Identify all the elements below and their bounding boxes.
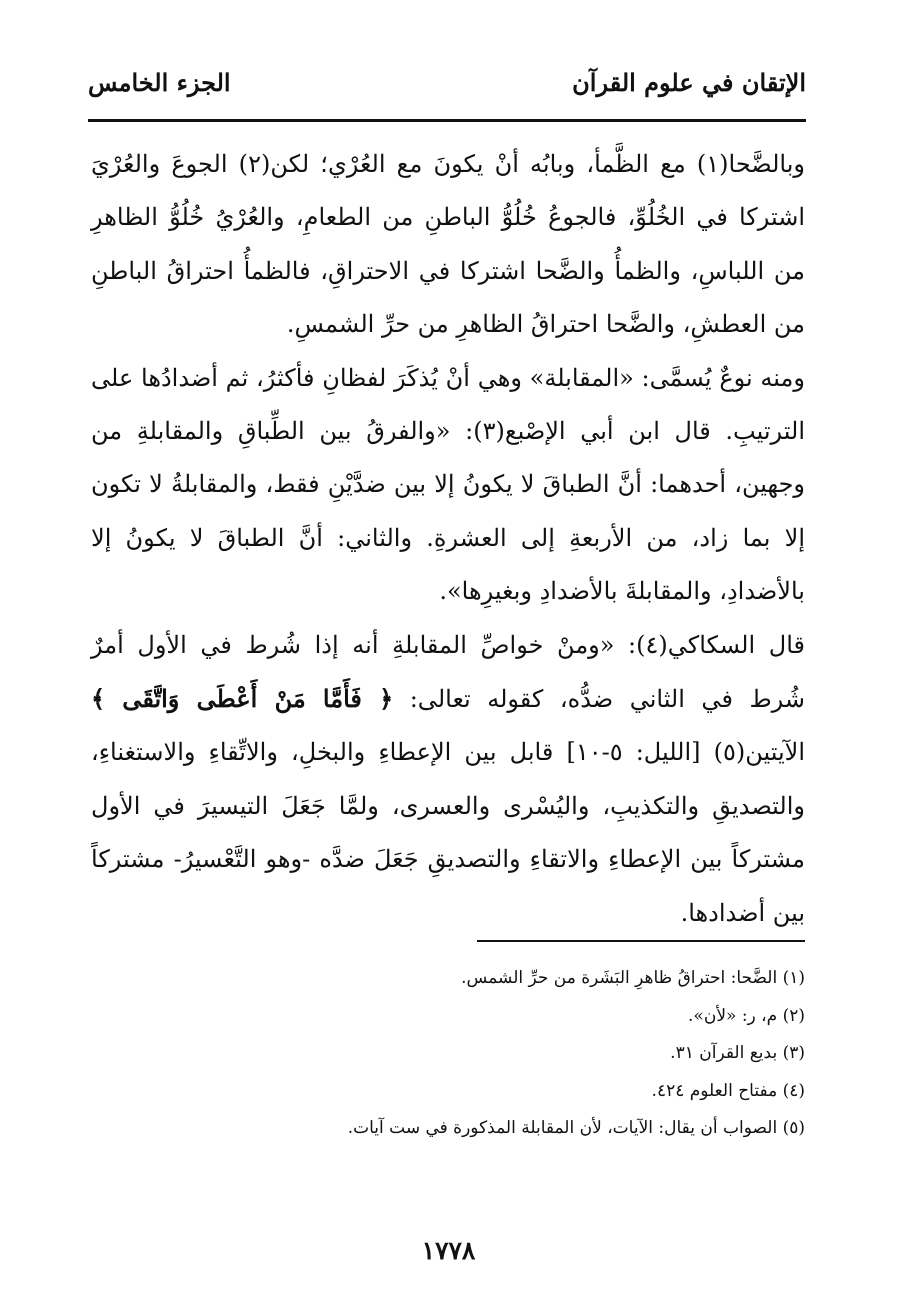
text-line: اشتركا في الخُلُوِّ، فالجوعُ خُلُوُّ الباطنِ من الطعامِ، والعُرْيُ خُلُوُّ الظاهرِ من (91, 203, 805, 285)
paragraph (91, 138, 805, 352)
part-title: الجزء الخامس (88, 68, 231, 97)
text-line: قال السكاكي(٤): «ومنْ خواصِّ المقابلةِ أنه إذا شُرط في الأول أمرٌ شُرط (91, 630, 805, 714)
text-line: العطشِ، والضَّحا احتراقُ الظاهرِ من حرِّ الشمسِ. (286, 310, 767, 339)
header-rule (88, 119, 806, 122)
footnote-4: (٤) مفتاح العلوم ٤٢٤. (651, 1080, 805, 1101)
main-text (91, 138, 805, 940)
footnote-5: (٥) الصواب أن يقال: الآيات، لأن المقابلة المذكورة في ست آيات. (347, 1118, 805, 1138)
paragraph (91, 619, 805, 940)
quran-verse: ﴿ فَأَمَّا مَنْ أَعْطَى وَاتَّقَى ﴾ (91, 684, 394, 714)
page-number: ١٧٧٨ (421, 1236, 476, 1265)
text-line: على الترتيبِ. قال ابن أبي الإصْبع(٣): «والفرقُ بين الطِّباقِ والمقابلةِ من (91, 363, 806, 446)
text-line: ومنه نوعٌ يُسمَّى: «المقابلة» وهي أنْ يُذكَرَ لفظانِ فأكثرُ، ثم أضدادُها (141, 363, 805, 392)
footnote-2: (٢) م، ر: «لأن». (688, 1005, 805, 1026)
text-line: تكون إلا بما زاد، من الأربعةِ إلى العشرةِ. والثاني: أنَّ الطباقَ لا يكونُ إلا (91, 470, 805, 552)
text-line: اللباسِ، والظمأُ والضَّحا اشتركا في الاحتراقِ، فالظمأُ احتراقُ الباطنِ من (91, 256, 805, 339)
footnote-3: (٣) بديع القرآن ٣١. (670, 1043, 805, 1063)
running-header (88, 68, 806, 110)
footnote-1: (١) الضَّحا: احتراقُ ظاهرِ البَشَرة من حرِّ الشمس. (461, 968, 805, 988)
text-line: قابل بين الإعطاءِ والبخلِ، والاتِّقاءِ والاستغناءِ، والتصديقِ والتكذيبِ، (91, 738, 805, 820)
paragraph (91, 352, 805, 619)
footnote-rule (477, 940, 805, 942)
footnotes (91, 960, 805, 1148)
text-line: وبالضَّحا(١) مع الظَّمأ، وبابُه أنْ يكونَ مع العُرْي؛ لكن(٢) الجوعَ والعُرْيَ (91, 150, 806, 178)
text-line: واليُسْرى والعسرى، ولمَّا جَعَلَ التيسيرَ في الأول مشتركاً بين الإعطاءِ (91, 791, 805, 874)
text-line: في الثاني ضدُّه، كقوله تعالى: ﴿ فَأَمَّا مَنْ أَعْطَى وَاتَّقَى ﴾ الآيتين(٥) [الليل: ٥-١٠] (91, 684, 805, 767)
text-line: وجهين، أحدهما: أنَّ الطباقَ لا يكونُ إلا بين ضدَّيْنِ فقط، والمقابلةُ لا (149, 470, 805, 499)
text-line: بالأضدادِ، والمقابلةَ بالأضدادِ وبغيرِها». (439, 577, 805, 606)
text-line: والاتقاءِ والتصديقِ جَعَلَ ضدَّه -وهو التَّعْسيرُ- مشتركاً بين أضدادها. (91, 845, 805, 927)
book-title: الإتقان في علوم القرآن (572, 68, 806, 97)
